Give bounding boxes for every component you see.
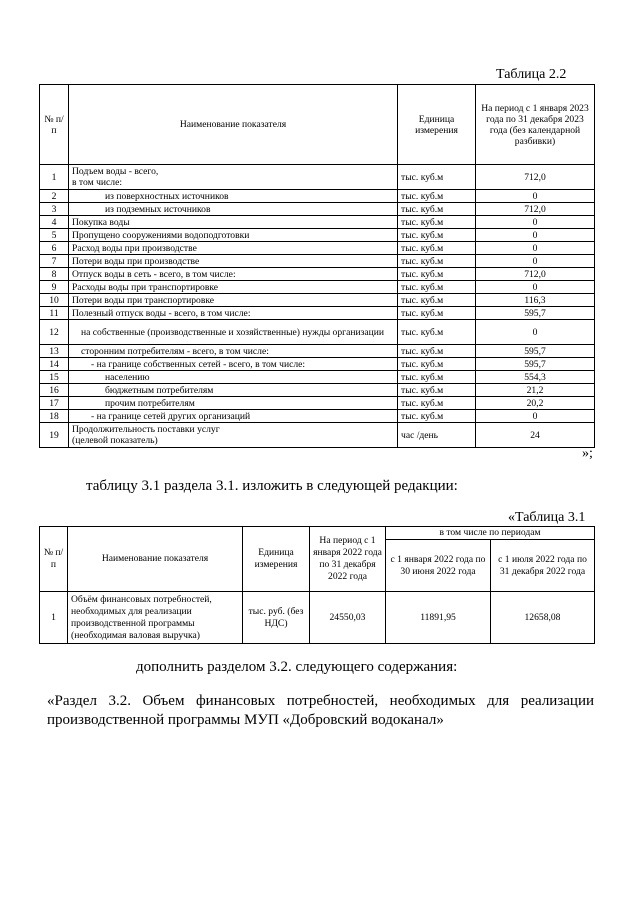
row-name: Потери воды при транспортировке <box>69 294 398 307</box>
row-name: населению <box>69 371 398 384</box>
row-number: 5 <box>40 229 69 242</box>
row-value: 24 <box>476 423 595 448</box>
row-unit: тыс. куб.м <box>398 410 476 423</box>
row-value: 554,3 <box>476 371 595 384</box>
table22-caption: Таблица 2.2 <box>496 67 567 82</box>
row-number: 14 <box>40 358 69 371</box>
t31-cell-total: 24550,03 <box>310 592 386 644</box>
row-unit: тыс. куб.м <box>398 294 476 307</box>
t31-cell-unit: тыс. руб. (без НДС) <box>243 592 310 644</box>
header-num: № п/п <box>40 85 69 165</box>
t31-header-unit: Единица измерения <box>243 527 310 592</box>
row-name: бюджетным потребителям <box>69 384 398 397</box>
table-row <box>40 345 595 358</box>
t31-header-num: № п/п <box>40 527 68 592</box>
row-name: сторонним потребителям - всего, в том числе: <box>69 345 398 358</box>
row-number: 8 <box>40 268 69 281</box>
paragraph-add-section: дополнить разделом 3.2. следующего содержания: <box>136 659 458 675</box>
row-unit: тыс. куб.м <box>398 203 476 216</box>
row-value: 712,0 <box>476 203 595 216</box>
row-number: 4 <box>40 216 69 229</box>
row-name: Покупка воды <box>69 216 398 229</box>
table-row <box>40 216 595 229</box>
table-row <box>40 358 595 371</box>
row-unit: тыс. куб.м <box>398 320 476 345</box>
row-unit: тыс. куб.м <box>398 345 476 358</box>
t31-header-period: На период с 1 января 2022 года по 31 декабря 2022 года <box>310 527 386 592</box>
row-number: 10 <box>40 294 69 307</box>
row-number: 16 <box>40 384 69 397</box>
t31-cell-p1: 11891,95 <box>386 592 491 644</box>
row-name: из поверхностных источников <box>69 190 398 203</box>
row-number: 1 <box>40 165 69 190</box>
table-row <box>40 229 595 242</box>
row-value: 0 <box>476 190 595 203</box>
row-unit: тыс. куб.м <box>398 255 476 268</box>
table-row <box>40 190 595 203</box>
production-table-2-2 <box>39 84 595 448</box>
table31-caption: «Таблица 3.1 <box>508 510 586 525</box>
table-row <box>40 165 595 190</box>
row-unit: тыс. куб.м <box>398 281 476 294</box>
row-number: 6 <box>40 242 69 255</box>
row-name: на собственные (производственные и хозяйственные) нужды организации <box>69 320 398 345</box>
row-name: - на границе собственных сетей - всего, в том числе: <box>69 358 398 371</box>
t31-cell-num: 1 <box>40 592 68 644</box>
row-number: 13 <box>40 345 69 358</box>
row-value: 0 <box>476 216 595 229</box>
row-number: 2 <box>40 190 69 203</box>
closing-quote: »; <box>582 446 593 461</box>
row-name: Расходы воды при транспортировке <box>69 281 398 294</box>
header-period: На период с 1 января 2023 года по 31 декабря 2023 года (без календарной разбивки) <box>476 85 595 165</box>
table-row <box>40 268 595 281</box>
row-name: Потери воды при производстве <box>69 255 398 268</box>
row-name: прочим потребителям <box>69 397 398 410</box>
table-row <box>40 242 595 255</box>
row-number: 11 <box>40 307 69 320</box>
row-value: 712,0 <box>476 165 595 190</box>
row-value: 595,7 <box>476 307 595 320</box>
row-value: 0 <box>476 281 595 294</box>
row-name: Отпуск воды в сеть - всего, в том числе: <box>69 268 398 281</box>
row-unit: тыс. куб.м <box>398 268 476 281</box>
row-unit: тыс. куб.м <box>398 397 476 410</box>
row-unit: тыс. куб.м <box>398 190 476 203</box>
row-value: 595,7 <box>476 345 595 358</box>
row-value: 21,2 <box>476 384 595 397</box>
row-unit: тыс. куб.м <box>398 229 476 242</box>
table-row <box>40 423 595 448</box>
row-unit: тыс. куб.м <box>398 358 476 371</box>
row-number: 17 <box>40 397 69 410</box>
row-number: 7 <box>40 255 69 268</box>
row-number: 18 <box>40 410 69 423</box>
row-value: 0 <box>476 410 595 423</box>
row-name: Продолжительность поставки услуг (целевой показатель) <box>69 423 398 448</box>
t31-cell-p2: 12658,08 <box>491 592 595 644</box>
table-row <box>40 320 595 345</box>
finance-table-3-1 <box>39 526 595 644</box>
row-unit: тыс. куб.м <box>398 242 476 255</box>
table-row <box>40 397 595 410</box>
table-row <box>40 294 595 307</box>
row-value: 712,0 <box>476 268 595 281</box>
row-value: 20,2 <box>476 397 595 410</box>
header-unit: Единица измерения <box>398 85 476 165</box>
row-name: Полезный отпуск воды - всего, в том числе: <box>69 307 398 320</box>
row-unit: тыс. куб.м <box>398 307 476 320</box>
header-name: Наименование показателя <box>69 85 398 165</box>
row-value: 0 <box>476 242 595 255</box>
row-name: из подземных источников <box>69 203 398 216</box>
row-name: Подъем воды - всего, в том числе: <box>69 165 398 190</box>
paragraph-section-3-2: «Раздел 3.2. Объем финансовых потребностей, необходимых для реализации производственной программы МУП «Добровский водоканал» <box>47 693 594 728</box>
row-number: 9 <box>40 281 69 294</box>
row-value: 116,3 <box>476 294 595 307</box>
t31-header-sub2: с 1 июля 2022 года по 31 декабря 2022 года <box>491 540 595 592</box>
table-row <box>40 307 595 320</box>
row-unit: час /день <box>398 423 476 448</box>
table-row <box>40 281 595 294</box>
row-name: Расход воды при производстве <box>69 242 398 255</box>
t31-cell-name: Объём финансовых потребностей, необходимых для реализации производственной программы (необходимая валовая выручка) <box>68 592 243 644</box>
table-row <box>40 203 595 216</box>
row-unit: тыс. куб.м <box>398 371 476 384</box>
table-row <box>40 410 595 423</box>
t31-header-sub1: с 1 января 2022 года по 30 июня 2022 года <box>386 540 491 592</box>
row-number: 3 <box>40 203 69 216</box>
t31-header-name: Наименование показателя <box>68 527 243 592</box>
row-number: 15 <box>40 371 69 384</box>
table-row <box>40 255 595 268</box>
row-unit: тыс. куб.м <box>398 216 476 229</box>
row-name: - на границе сетей других организаций <box>69 410 398 423</box>
row-value: 595,7 <box>476 358 595 371</box>
paragraph-table31-intro: таблицу 3.1 раздела 3.1. изложить в следующей редакции: <box>86 478 458 494</box>
table-row <box>40 384 595 397</box>
table-row <box>40 592 595 644</box>
row-value: 0 <box>476 229 595 242</box>
row-number: 12 <box>40 320 69 345</box>
row-value: 0 <box>476 255 595 268</box>
row-name: Пропущено сооружениями водоподготовки <box>69 229 398 242</box>
row-value: 0 <box>476 320 595 345</box>
table-row <box>40 371 595 384</box>
t31-header-group: в том числе по периодам <box>386 527 595 540</box>
row-number: 19 <box>40 423 69 448</box>
row-unit: тыс. куб.м <box>398 384 476 397</box>
row-unit: тыс. куб.м <box>398 165 476 190</box>
